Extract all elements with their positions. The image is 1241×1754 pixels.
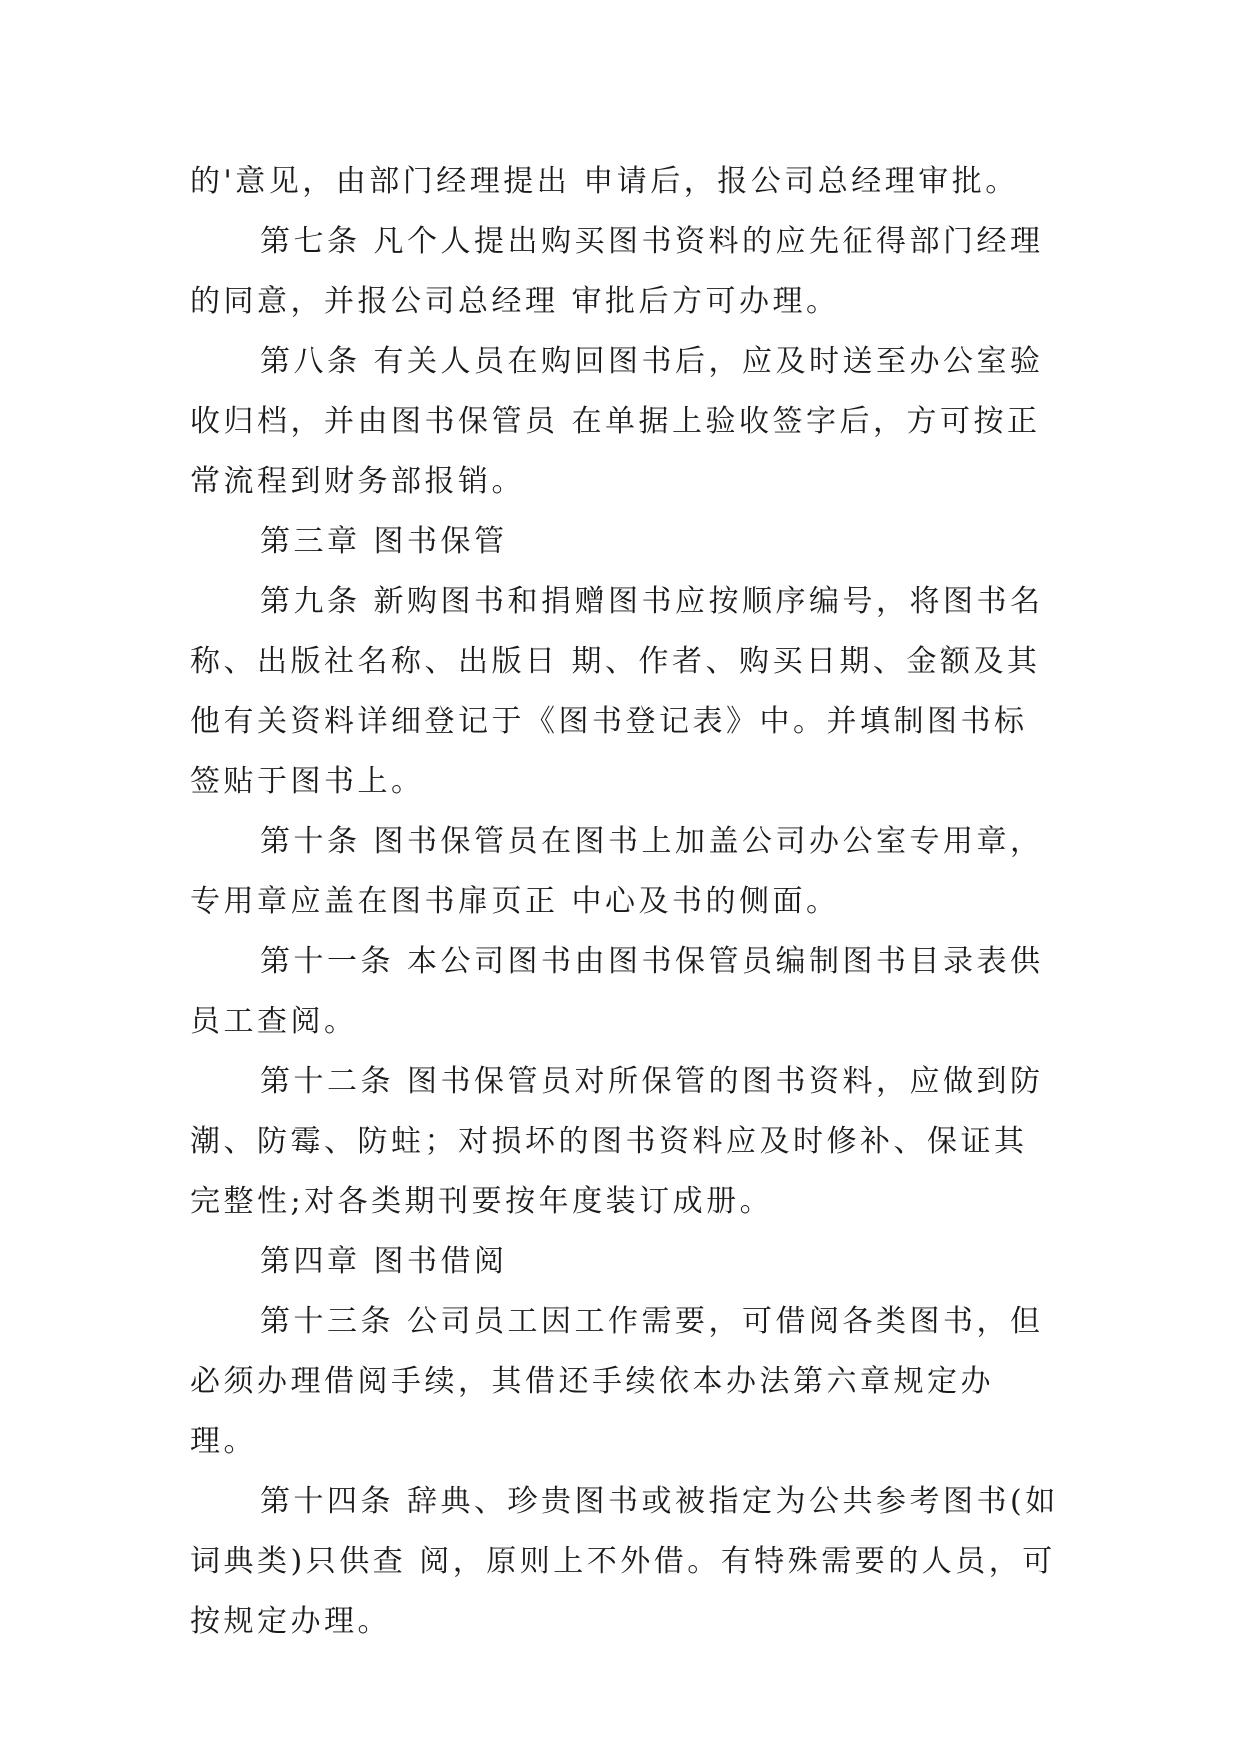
paragraph-article-13: 第十三条 公司员工因工作需要，可借阅各类图书，但必须办理借阅手续，其借还手续依本办法第六章规定办理。: [190, 1304, 1044, 1459]
paragraph-continuation: 的'意见，由部门经理提出 申请后，报公司总经理审批。: [190, 164, 1019, 199]
paragraph-article-14: 第十四条 辞典、珍贵图书或被指定为公共参考图书(如词典类)只供查 阅，原则上不外借。有特殊需要的人员，可按规定办理。: [190, 1484, 1059, 1639]
paragraph-article-9: 第九条 新购图书和捐赠图书应按顺序编号，将图书名称、出版社名称、出版日 期、作者、购买日期、金额及其他有关资料详细登记于《图书登记表》中。并填制图书标签贴于图书上。: [190, 584, 1044, 799]
paragraph-article-8: 第八条 有关人员在购回图书后，应及时送至办公室验收归档，并由图书保管员 在单据上验收签字后，方可按正常流程到财务部报销。: [190, 344, 1044, 499]
paragraph-article-7: 第七条 凡个人提出购买图书资料的应先征得部门经理的同意，并报公司总经理 审批后方可办理。: [190, 224, 1044, 319]
chapter-heading-3: 第三章 图书保管: [260, 524, 508, 559]
document-body: [190, 152, 1060, 1652]
paragraph-article-12: 第十二条 图书保管员对所保管的图书资料，应做到防潮、防霉、防蛀；对损坏的图书资料应及时修补、保证其完整性;对各类期刊要按年度装订成册。: [190, 1064, 1044, 1219]
chapter-heading-4: 第四章 图书借阅: [260, 1244, 508, 1279]
paragraph-article-10: 第十条 图书保管员在图书上加盖公司办公室专用章，专用章应盖在图书扉页正 中心及书的侧面。: [190, 824, 1044, 919]
paragraph-article-11: 第十一条 本公司图书由图书保管员编制图书目录表供员工查阅。: [190, 944, 1044, 1039]
